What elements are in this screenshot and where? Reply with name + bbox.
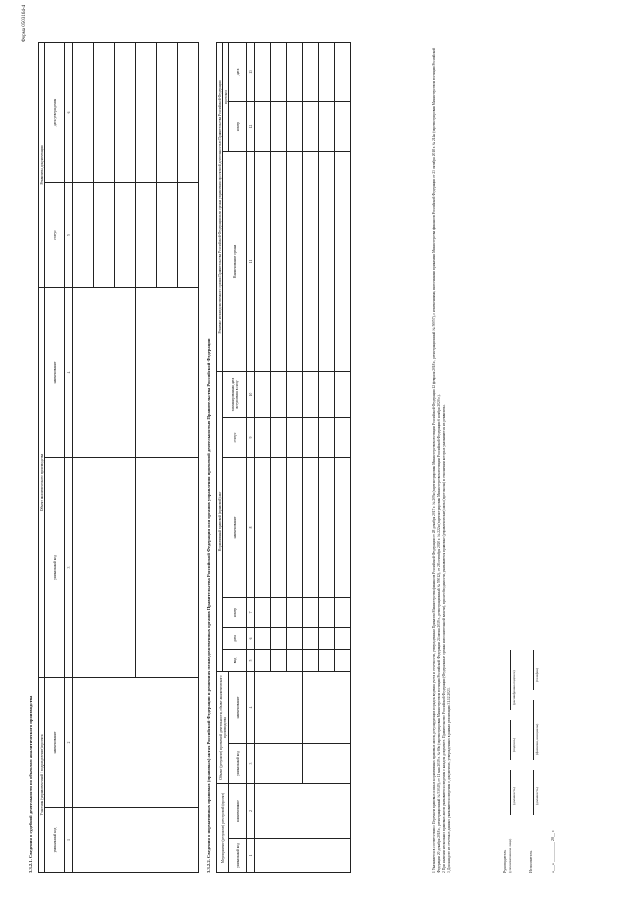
- date-line: «___» __________ 20__ г.: [550, 829, 555, 873]
- col-number: 7: [247, 598, 255, 628]
- col-number: 6: [65, 42, 73, 182]
- head-label: Руководитель: [502, 849, 507, 873]
- footnote: 3 Для каждого из отчетных данных указываются сведения о документах, утвержденных в рамках реализации 31.12.2023.: [446, 687, 451, 873]
- th-participant: Участник (управленческий / подразделение) проекта: [39, 677, 45, 872]
- executor-label: Исполнитель: [528, 850, 533, 873]
- col-number: 10: [247, 371, 255, 417]
- col-number: 1: [65, 808, 73, 873]
- footnote: 1 Указывается в соответствии с Перечнем правовых и иных нормативных правовых актов, регулирующих порядок ведения учета и отчетности, утвержденным Приказом Министерства финансов Российской Федерации от 28 декабря 2017 г. № 209н (зарегистрирован Министерством юстиции Российской Федерации 12 февраля 2018 г., регистрационный № 50057), с изменениями, внесенными приказами Министерства финансов Российской Федерации от 23 октября 2018 г. № 214н (зарегистрирован Министерством юстиции Российской Федерации 20 декабря 2018 г., регистрационный № 53049), от 11 мая 2019 г. № 69н (зарегистрирован Министерством юстиции Российской Федерации 24 июня 2019 г., регистрационный № 55012), от 28 сентября 2020 г. № 222н (зарегистрирован Министерством юстиции Российской Федерации 6 ноября 2020 г.).: [432, 47, 441, 873]
- col-number: 13: [247, 42, 255, 101]
- head-signature-caption: (подпись): [512, 737, 516, 752]
- th2-participant: Мероприятие (результат) реестровой (проект): [217, 784, 229, 873]
- th-date: дата утверждения: [45, 42, 65, 182]
- th2-decision-protocol: протокол: [223, 42, 229, 151]
- th-doc-props: Реквизиты документации: [39, 42, 45, 287]
- th-status: статус: [45, 182, 65, 287]
- th2-npa-name: наименование: [223, 458, 247, 598]
- th2-decision-org: Наименование органа: [223, 151, 247, 371]
- th2-npa-date: дата: [223, 628, 247, 650]
- rotated-landscape-form: [20, 5, 620, 885]
- executor-position-line: [533, 770, 534, 815]
- th2-unique-code: уникальный код: [229, 839, 247, 873]
- head-sub-label: (уполномоченное лицо): [508, 838, 512, 873]
- col-number: 6: [247, 628, 255, 650]
- th2-object-code: уникальный код: [229, 744, 247, 784]
- col-number: 3: [65, 457, 73, 677]
- executor-name-line: [533, 700, 534, 760]
- table-row: [303, 42, 319, 872]
- col-number: 4: [247, 672, 255, 744]
- th2-decision-date: дата: [229, 42, 247, 101]
- col-number: 3: [247, 744, 255, 784]
- col-number: 8: [247, 458, 255, 598]
- th2-decision: Решение межведомственного органа Правительства Российской Федерации или органа управления проектной деятельностью Правительства Российской Федерации: [217, 42, 223, 371]
- section2-title: 3.3.2.2. Сведения о нормативных правовых (правовых) актах Российской Федерации и решениях межведомственных органов Правительства Российской Федерации или органов управления проектной деятельностью Правительства Российской Федерации: [206, 338, 211, 873]
- head-name-line: [510, 650, 511, 710]
- table-section1: [38, 42, 199, 873]
- col-number: 2: [65, 677, 73, 807]
- col-number: 2: [247, 784, 255, 839]
- th2-object: Объект (результат) проектной деятельности, объект аналитического производства: [217, 672, 229, 784]
- th2-name: наименование: [229, 784, 247, 839]
- executor-position-caption: (должность): [535, 787, 539, 805]
- col-number: 12: [247, 101, 255, 151]
- th-name: наименование: [45, 677, 65, 807]
- th2-object-name: наименование: [229, 672, 247, 744]
- table-row: [73, 42, 94, 872]
- col-number: 11: [247, 151, 255, 371]
- table-section2: [216, 42, 351, 873]
- th-object-code: уникальный код: [45, 457, 65, 677]
- th2-npa-planned-date: запланированная дата вступления в силу: [223, 371, 247, 417]
- th-unique-code: уникальный код: [45, 808, 65, 873]
- head-position-caption: (должность): [512, 787, 516, 805]
- col-number: 1: [247, 839, 255, 873]
- footnote: 2 При наличии нескольких правовых актов указываются сведения о каждом документе. Правительство Российской Федерации (Федеральные органы исполнительной власти), при необходимости, указываются правовые (управленческие) акты (протоколы) в отношении которых указываются их реквизиты.: [441, 404, 446, 873]
- executor-phone-line: [533, 650, 534, 690]
- th2-npa-type: вид: [223, 650, 247, 672]
- head-position-line: [510, 770, 511, 815]
- th2-npa: Нормативный правовой (правовой) акт: [217, 371, 223, 671]
- head-signature-line: [510, 720, 511, 760]
- table-row: [255, 42, 271, 872]
- col-number: 5: [65, 182, 73, 287]
- executor-phone-caption: (телефон): [535, 667, 539, 682]
- th-object: Объект аналитического производства: [39, 287, 45, 677]
- col-number: 9: [247, 418, 255, 458]
- head-name-caption: (расшифровка подписи): [512, 670, 516, 705]
- th2-npa-status: статус: [223, 418, 247, 458]
- section1-title: 3.3.2.1. Сведения о судебной деятельности по объектам аналитического производства: [28, 695, 33, 873]
- col-number: 5: [247, 650, 255, 672]
- th2-npa-number: номер: [223, 598, 247, 628]
- th-object-name: наименование: [45, 287, 65, 457]
- form-code-label: Форма 0503164-4: [22, 5, 27, 43]
- footnotes: [432, 43, 451, 873]
- th2-decision-number: номер: [229, 101, 247, 151]
- col-number: 4: [65, 287, 73, 457]
- executor-name-caption: (фамилия, инициалы): [535, 723, 539, 755]
